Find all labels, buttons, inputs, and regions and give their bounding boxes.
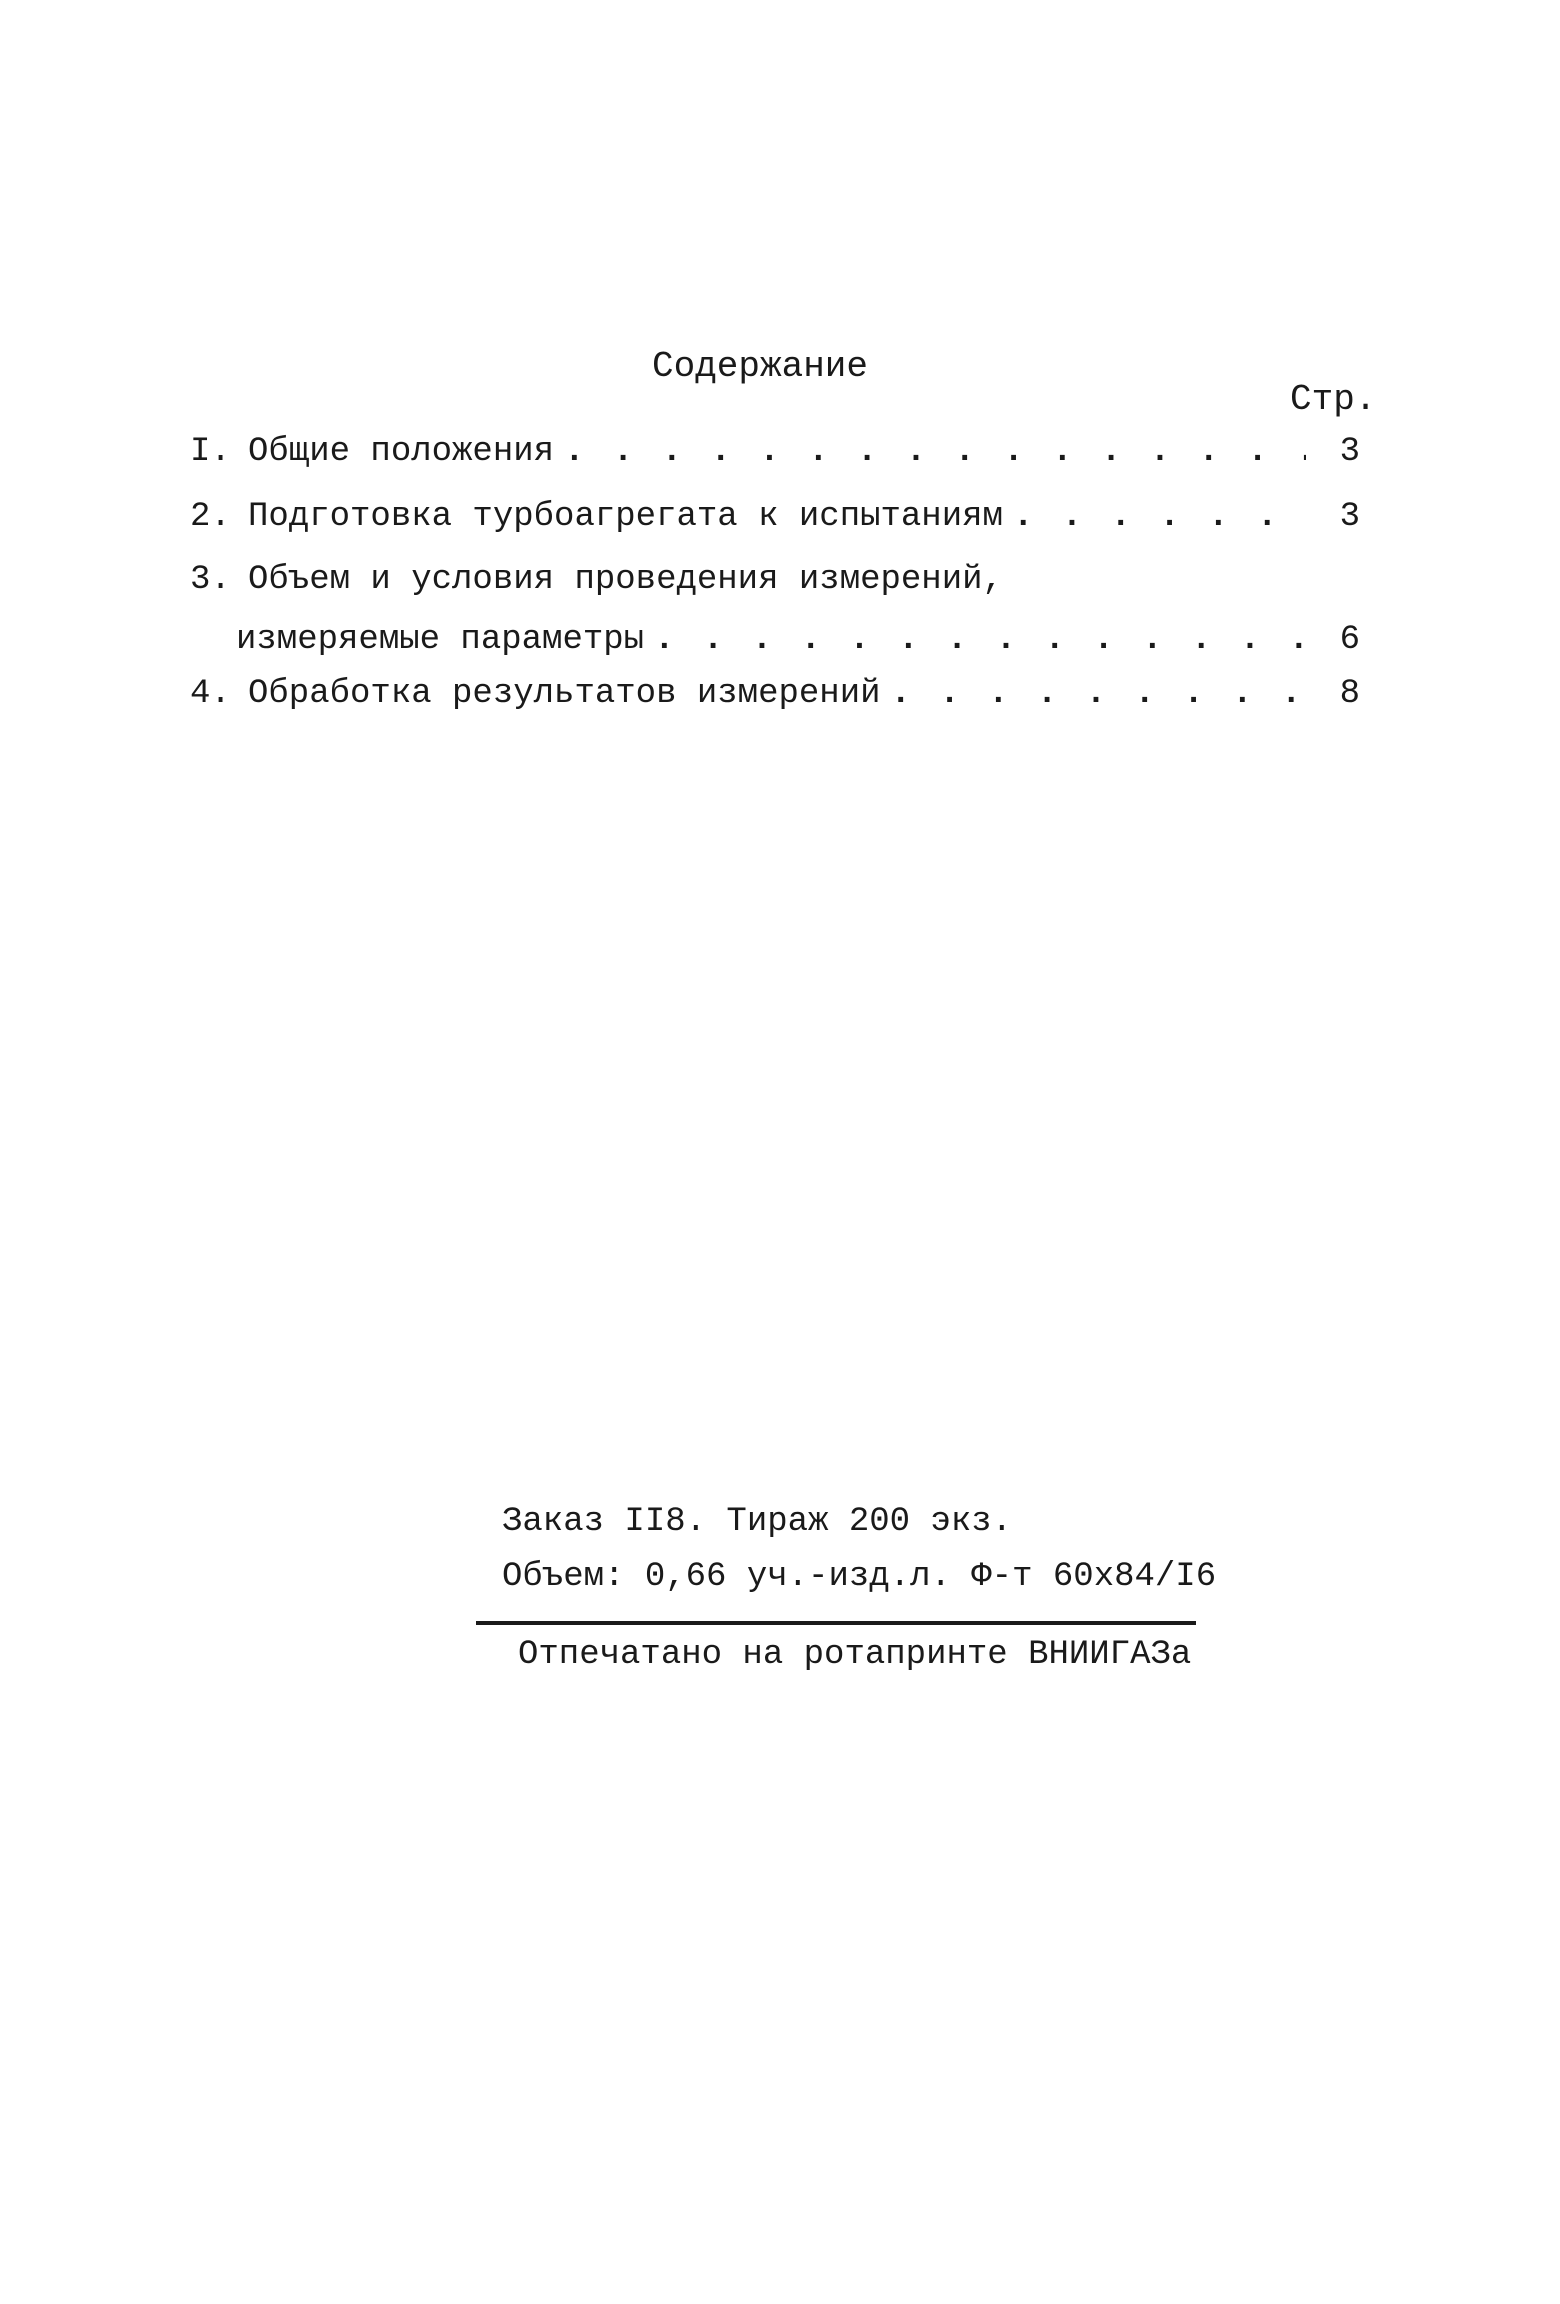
toc-dot-leader	[564, 430, 1306, 474]
toc-dot-leader	[1013, 495, 1306, 539]
toc-dot-leader	[654, 618, 1306, 662]
toc-entry-1	[190, 430, 1360, 474]
imprint-divider	[476, 1621, 1196, 1625]
toc-entry-page: 3	[1339, 433, 1360, 471]
toc-entry-page: 3	[1339, 498, 1360, 536]
toc-title: Содержание	[651, 346, 869, 387]
toc-entry-number: 3.	[190, 561, 231, 599]
toc-dot-leader	[891, 672, 1306, 716]
toc-entry-page: 6	[1339, 621, 1360, 659]
toc-entry-text-line2: измеряемые параметры	[236, 621, 645, 659]
toc-entry-text: Обработка результатов измерений	[248, 675, 881, 713]
toc-entry-text: Общие положения	[248, 433, 555, 471]
toc-page-column-header: Стр.	[1290, 379, 1377, 420]
toc-entry-text-line1: Объем и условия проведения измерений,	[248, 561, 1003, 599]
imprint-volume-line: Объем: 0,66 уч.-изд.л. Ф-т 60х84/I6	[502, 1558, 1217, 1596]
imprint-order-line: Заказ II8. Тираж 200 экз.	[502, 1503, 1013, 1541]
imprint-printer-line: Отпечатано на ротапринте ВНИИГАЗа	[518, 1636, 1192, 1674]
toc-entry-3	[190, 558, 1360, 662]
toc-entry-number: 2.	[190, 498, 231, 536]
toc-entry-page: 8	[1339, 675, 1360, 713]
toc-entry-number: 4.	[190, 675, 231, 713]
toc-entry-number: I.	[190, 433, 231, 471]
toc-entry-text: Подготовка турбоагрегата к испытаниям	[248, 498, 1003, 536]
toc-entry-2	[190, 495, 1360, 539]
toc-entry-4	[190, 672, 1360, 716]
